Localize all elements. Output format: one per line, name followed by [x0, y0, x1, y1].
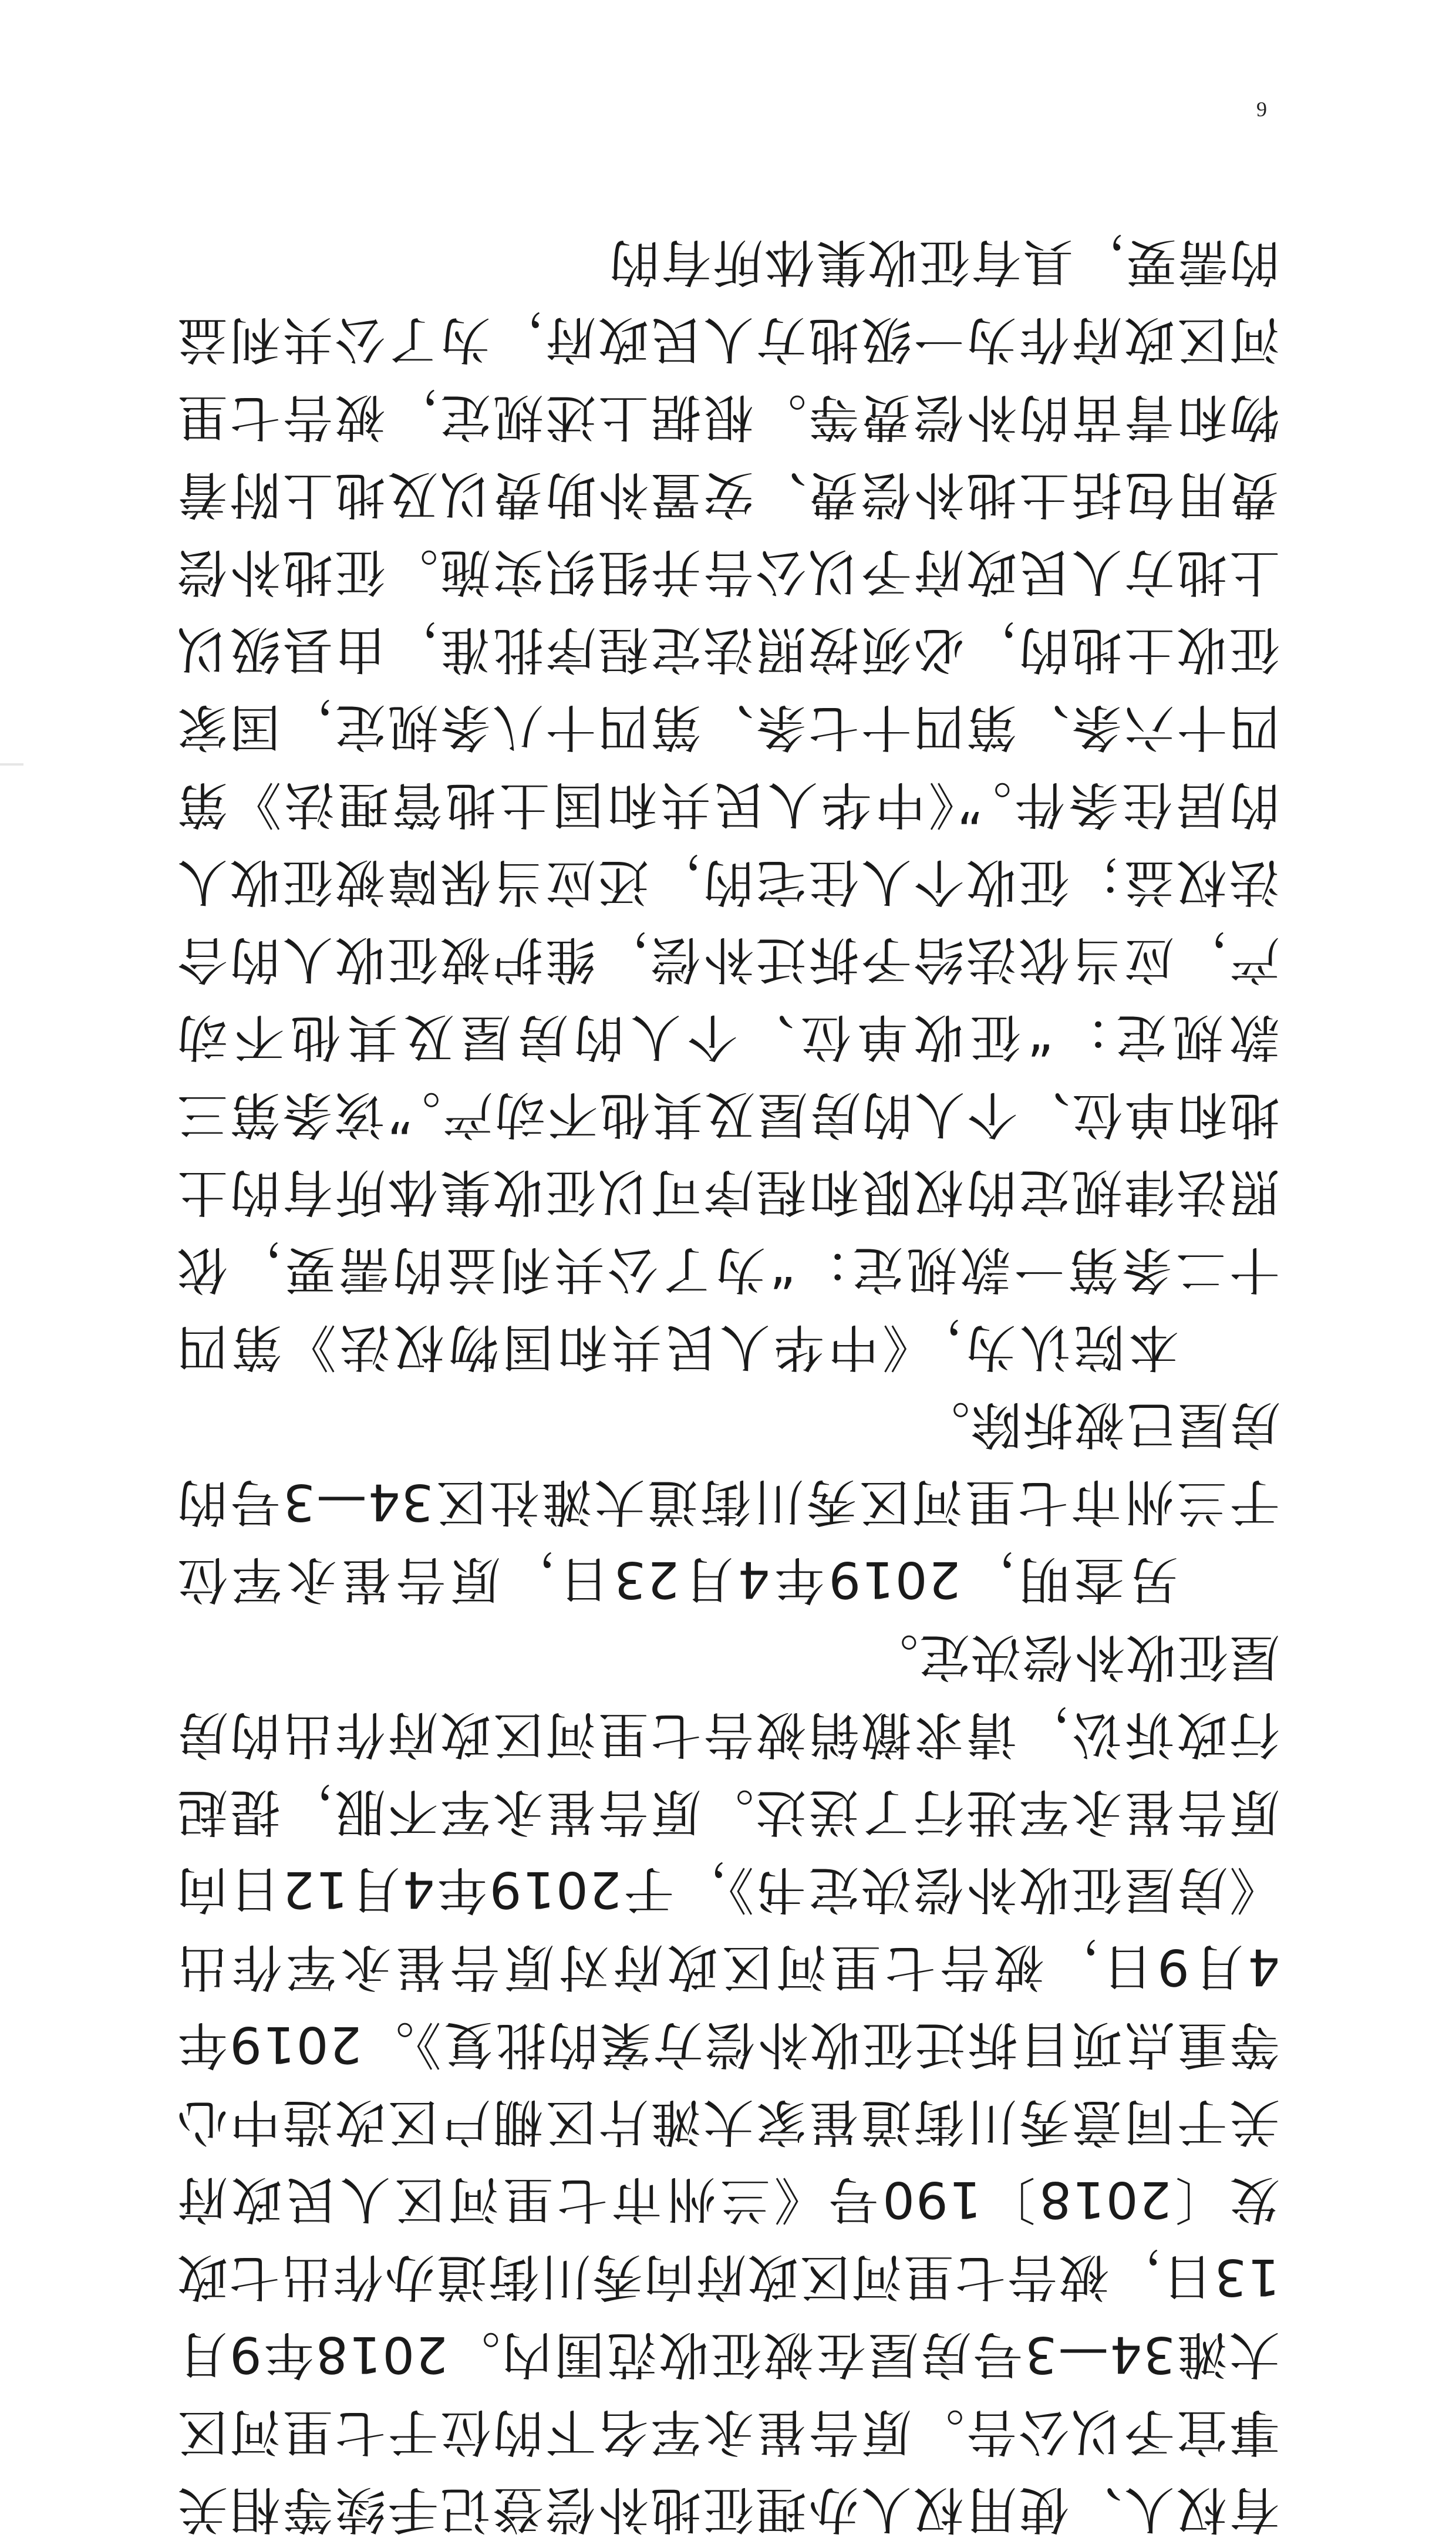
paragraph-further-finding: 另查明，2019年4月23日，原告崔永军位于兰州市七里河区秀川街道大滩社区34—3号的房屋已被拆除。: [176, 1395, 1280, 1609]
paragraph-continuation: 有权人、使用权人办理征地补偿登记手续等相关事宜予以公告。原告崔永军名下的位于七里河区大滩34—3号房屋在被征收范围内。2018年9月13日，被告七里河区政府向秀川街道办作出七政发〔2018〕190号《兰州市七里河区人民政府关于同意秀川街道崔家大滩片区棚户区改造中心等重点项目拆迁征收补偿方案的批复》。2019年4月9日，被告七里河区政府对原告崔永军作出《房屋征收补偿决定书》，于2019年4月12日向原告崔永军进行了送达。原告崔永军不服，提起行政诉讼，请求撤销被告七里河区政府作出的房屋征收补偿决定。: [176, 1627, 1280, 2539]
page-number: 9: [1256, 97, 1267, 121]
document-body: [176, 223, 1280, 2548]
scan-artifact: [0, 763, 23, 766]
paragraph-court-opinion: 本院认为，《中华人民共和国物权法》第四十二条第一款规定：“为了公共利益的需要，依照法律规定的权限和程序可以征收集体所有的土地和单位、个人的房屋及其他不动产。”该条第三款规定：“征收单位、个人的房屋及其他不动产，应当依法给予拆迁补偿，维护被征收人的合法权益；征收个人住宅的，还应当保障被征收人的居住条件。”《中华人民共和国土地管理法》第四十六条、第四十七条、第四十八条规定，国家征收土地的，必须按照法定程序批准，由县级以上地方人民政府予以公告并组织实施。征地补偿费用包括土地补偿费、安置补助费以及地上附着物和青苗的补偿费等。根据上述规定，被告七里河区政府作为一级地方人民政府，为了公共利益的需要，具有征收集体所有的: [176, 232, 1280, 1376]
